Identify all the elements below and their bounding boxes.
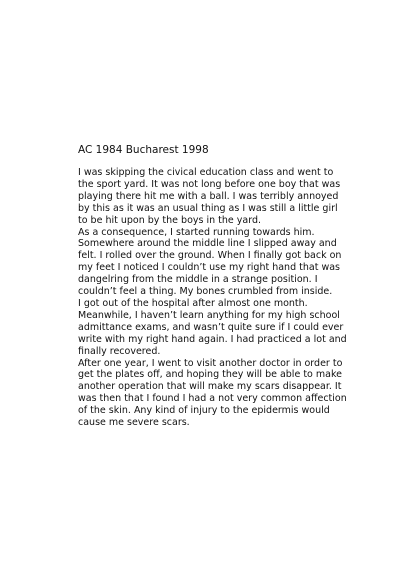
paragraph-line: I was skipping the civical education class and went to: [78, 167, 334, 178]
paragraph-line: After one year, I went to visit another doctor in order to: [78, 357, 343, 369]
paragraph-line: couldn’t feel a thing. My bones crumbled from inside.: [78, 286, 333, 298]
paragraph-line: by this as it was an usual thing as I was still a little girl: [78, 202, 338, 214]
paragraph-line: get the plates off, and hoping they will be able to make: [78, 369, 342, 381]
paragraph-line: dangelring from the middle in a strange position. I: [78, 274, 318, 286]
paragraph-line: my feet I noticed I couldn’t use my right hand that was: [78, 262, 340, 274]
paragraph-line: I got out of the hospital after almost one month.: [78, 297, 308, 309]
paragraph-line: was then that I found I had a not very common affection: [78, 393, 347, 405]
paragraph-line: Meanwhile, I haven’t learn anything for my high school: [78, 309, 340, 321]
paragraph-line: felt. I rolled over the ground. When I finally got back on: [78, 250, 342, 262]
paragraph-2: [78, 226, 342, 298]
paragraph-line: playing there hit me with a ball. I was terribly annoyed: [78, 190, 339, 202]
paragraph-line: cause me severe scars.: [78, 417, 190, 429]
paragraph-4: [78, 357, 347, 429]
paragraph-line: Somewhere around the middle line I slipped away and: [78, 238, 337, 250]
paragraph-3: [78, 297, 347, 358]
paragraph-line: another operation that will make my scars disappear. It: [78, 381, 342, 393]
paragraph-line: to be hit upon by the boys in the yard.: [78, 214, 262, 226]
paragraph-line: the sport yard. It was not long before one boy that was: [78, 178, 341, 190]
paragraph-line: write with my right hand again. I had practiced a lot and: [78, 333, 347, 345]
paragraph-line: finally recovered.: [78, 345, 161, 357]
document-body: [78, 167, 347, 429]
paragraph-line: As a consequence, I started running towards him.: [78, 226, 315, 238]
paragraph-line: of the skin. Any kind of injury to the epidermis would: [78, 405, 330, 417]
document-heading: AC 1984 Bucharest 1998: [78, 144, 209, 156]
paragraph-1: [78, 167, 341, 227]
paragraph-line: admittance exams, and wasn’t quite sure if I could ever: [78, 321, 344, 333]
